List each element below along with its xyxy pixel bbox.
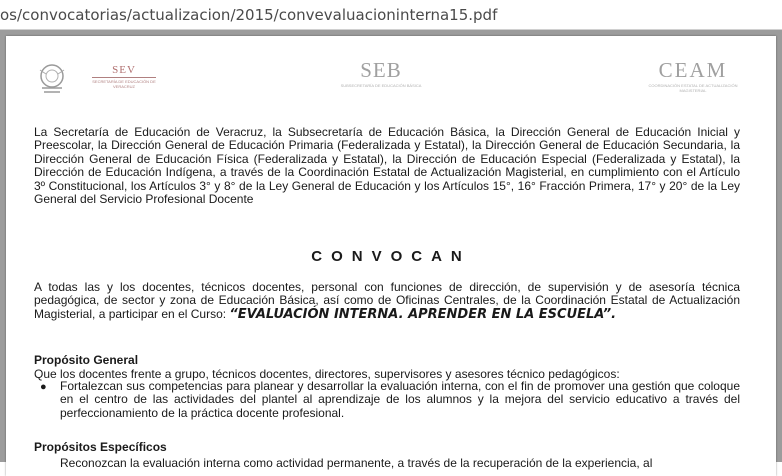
sev-logo [84, 64, 164, 89]
sev-logo-text: SEV [112, 64, 136, 76]
ceam-logo-caption: COORDINACIÓN ESTATAL DE ACTUALIZACIÓN MAGISTERIAL [648, 83, 738, 93]
seb-logo-text: SEB [360, 58, 402, 82]
course-name: “EVALUACIÓN INTERNA. APRENDER EN LA ESCUELA”. [229, 306, 617, 322]
sev-logo-caption: SECRETARÍA DE EDUCACIÓN DE VERACRUZ [92, 79, 156, 89]
ceam-logo [638, 58, 748, 93]
seb-logo-caption: SUBSECRETARÍA DE EDUCACIÓN BÁSICA [340, 83, 422, 88]
seb-logo [326, 58, 436, 88]
call-paragraph [34, 281, 740, 321]
pdf-viewer[interactable] [0, 30, 782, 470]
specific-title: Propósitos Específicos [34, 440, 167, 454]
purpose-title: Propósito General [34, 353, 139, 367]
address-bar[interactable] [0, 0, 782, 30]
convocan-heading: CONVOCAN [311, 248, 471, 265]
call-text: A todas las y los docentes, técnicos docentes, personal con funciones de dirección, de supervisión y de asesoría técnica pedagógica, de sector y zona de Educación Básica, así como de Oficinas Centrales, de la Coordinación Estatal de Actualización Magisterial, a participar en el Curso: [34, 280, 740, 321]
coat-of-arms-icon [36, 60, 68, 96]
specific-bullet-cut: Reconozcan la evaluación interna como actividad permanente, a través de la recuperación de la experiencia, al [60, 456, 653, 470]
ceam-logo-text: CEAM [658, 58, 728, 82]
intro-paragraph: La Secretaría de Educación de Veracruz, la Subsecretaría de Educación Básica, la Dirección General de Educación Inicial y Preescolar, la Dirección General de Educación Primaria (Federalizada y Estatal), la Dirección General de Educación Secundaria, la Dirección General de Educación Física (Federalizada y Estatal), la Dirección de Educación Especial (Federalizada y Estatal), la Dirección de Educación Indígena, a través de la Coordinación Estatal de Actualización Magisterial, en cumplimiento con el Artículo 3º Constitucional, los Artículos 3° y 8° de la Ley General de Educación y los Artículos 15°, 16° Fracción Primera, 17° y 20° de la Ley General del Servicio Profesional Docente [34, 125, 740, 207]
url-text[interactable]: os/convocatorias/actualizacion/2015/convevaluacioninterna15.pdf [0, 6, 498, 24]
pdf-page [6, 36, 776, 476]
sev-logo-rule [92, 77, 156, 78]
bullet-item [40, 380, 740, 420]
purpose-text: Que los docentes frente a grupo, técnicos docentes, directores, supervisores y asesores técnico pedagógicos: [34, 367, 620, 381]
bullet-icon: ● [40, 381, 47, 393]
bullet-text: Fortalezcan sus competencias para planear y desarrollar la evaluación interna, con el fin de promover una gestión que coloque en el centro de las actividades del plantel al aprendizaje de los alumnos y la mejora del servicio educativo a través del perfeccionamiento de la práctica docente profesional. [60, 379, 740, 420]
